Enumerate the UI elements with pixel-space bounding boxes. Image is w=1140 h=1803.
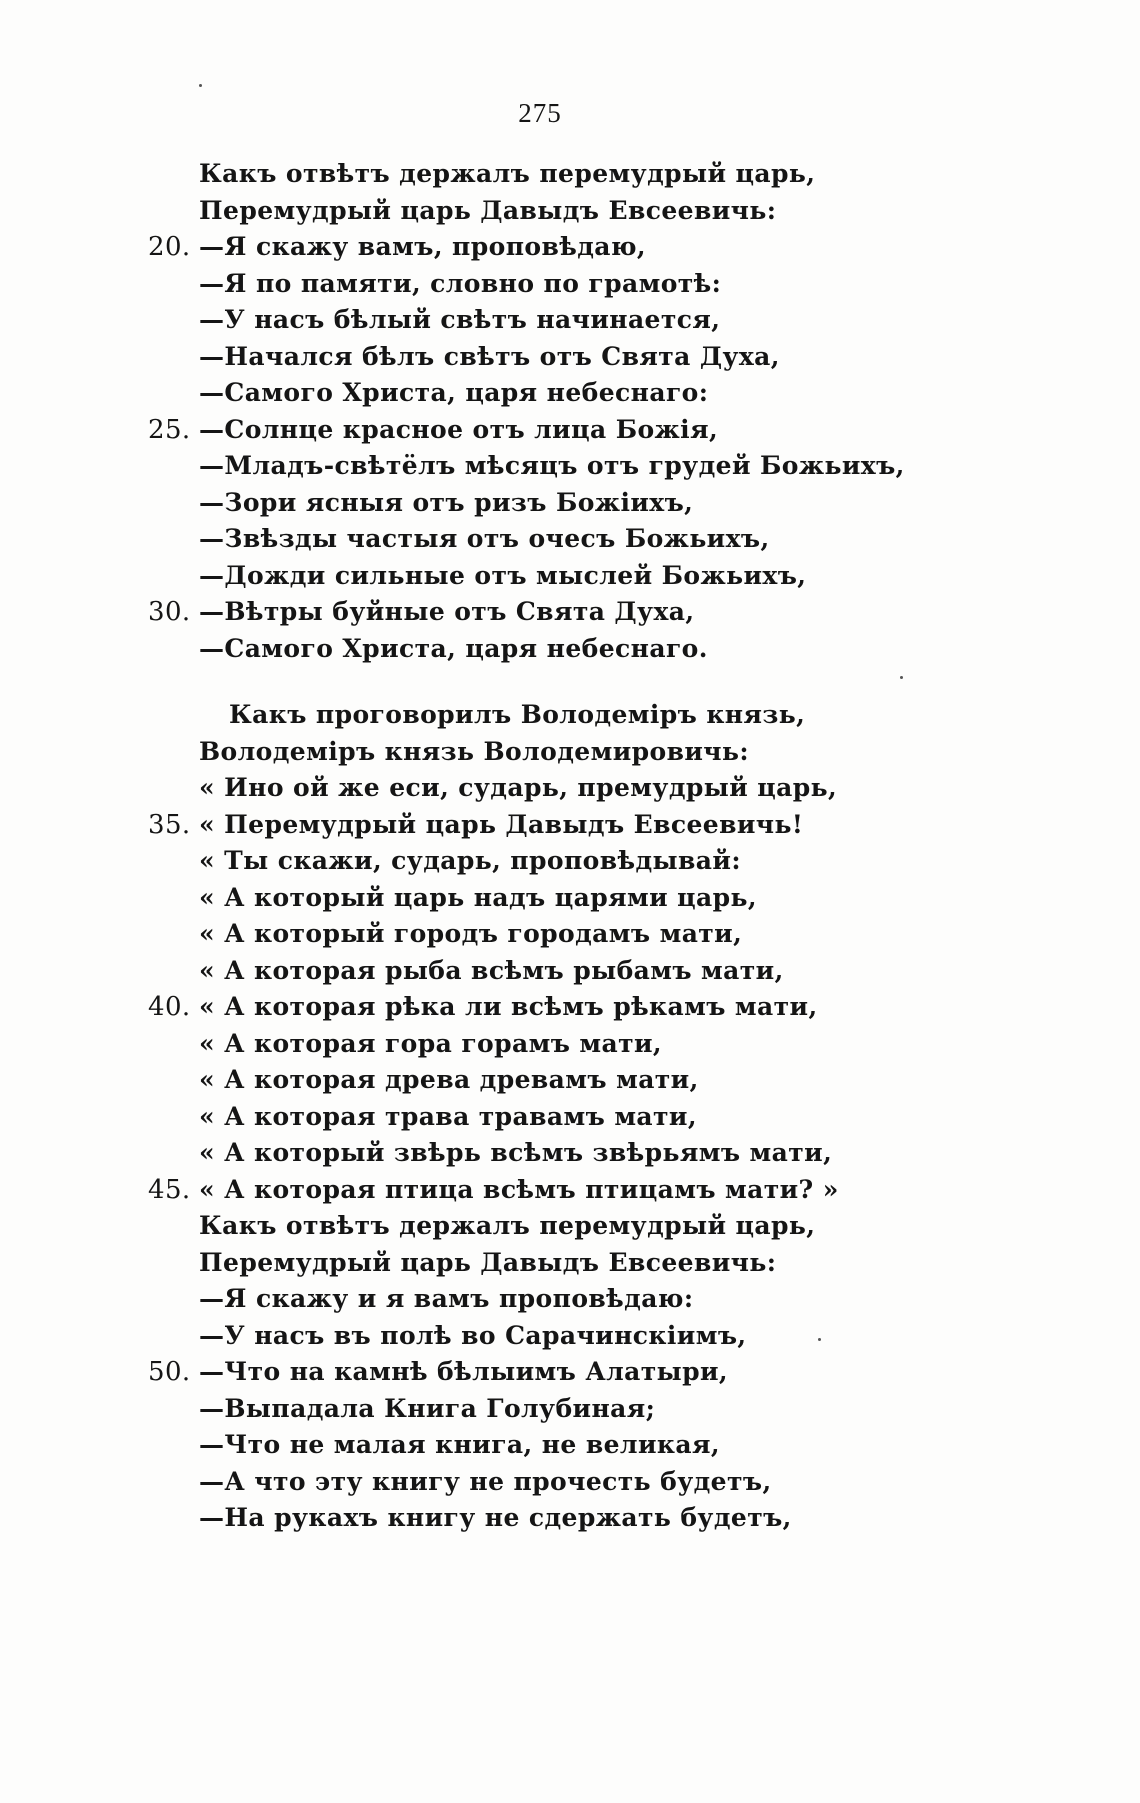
verse-text: —Младъ-свѣтёлъ мѣсяцъ отъ грудей Божьихъ, [199, 451, 905, 480]
page-number: 275 [518, 98, 562, 128]
verse-text: « А который царь надъ царями царь, [199, 882, 757, 912]
verse-text: —На рукахъ книгу не сдержать будетъ, [199, 1503, 792, 1532]
verse-text: —Я по памяти, словно по грамотѣ: [199, 268, 722, 298]
verse-text: Какъ отвѣтъ держалъ перемудрый царь, [199, 159, 816, 188]
line-number: 25. [148, 414, 191, 445]
verse-text: —Звѣзды частыя отъ очесъ Божьихъ, [199, 524, 770, 553]
verse-text: « А которая гора горамъ мати, [199, 1028, 663, 1058]
verse-text: —Зори ясныя отъ ризъ Божіихъ, [199, 487, 694, 517]
verse-text: « Ино ой же еси, сударь, премудрый царь, [199, 773, 838, 802]
verse-text: « Перемудрый царь Давыдъ Евсеевичь! [199, 809, 804, 839]
verse-text: —Я скажу вамъ, проповѣдаю, [199, 232, 647, 261]
verse-text: —Что на камнѣ бѣлыимъ Алатыри, [199, 1357, 728, 1386]
print-speck [199, 84, 202, 87]
line-number: 35. [148, 809, 191, 840]
verse-text: —Что не малая книга, не великая, [199, 1430, 720, 1459]
verse-text: « А которая древа древамъ мати, [199, 1065, 699, 1094]
print-speck [818, 1338, 821, 1341]
line-number: 30. [148, 597, 191, 627]
verse-text: —Самого Христа, царя небеснаго: [199, 378, 709, 407]
verse-text: Володеміръ князь Володемировичь: [199, 736, 749, 766]
verse-text: —Самого Христа, царя небеснаго. [199, 633, 708, 663]
verse-text: Перемудрый царь Давыдъ Евсеевичь: [199, 195, 777, 225]
line-number: 40. [148, 992, 191, 1022]
verse-text: « А которая птица всѣмъ птицамъ мати? » [199, 1174, 839, 1204]
verse-text: Какъ проговорилъ Володеміръ князь, [229, 700, 806, 729]
verse-text: —Начался бѣлъ свѣтъ отъ Свята Духа, [199, 341, 780, 371]
verse-text: —Я скажу и я вамъ проповѣдаю: [199, 1284, 694, 1313]
verse-text: —Выпадала Книга Голубиная; [199, 1393, 656, 1423]
line-number: 45. [148, 1174, 191, 1205]
verse-text: Перемудрый царь Давыдъ Евсеевичь: [199, 1247, 777, 1277]
verse-text: « Ты скажи, сударь, проповѣдывай: [199, 846, 741, 875]
verse-text: Какъ отвѣтъ держалъ перемудрый царь, [199, 1211, 816, 1240]
print-speck [900, 676, 903, 679]
line-number: 50. [148, 1357, 191, 1387]
line-number: 20. [148, 232, 191, 262]
verse-text: —Вѣтры буйные отъ Свята Духа, [199, 597, 695, 626]
verse-text: —Солнце красное отъ лица Божія, [199, 414, 719, 444]
verse-text: « А которая трава травамъ мати, [199, 1101, 697, 1131]
verse-text: « А которая рѣка ли всѣмъ рѣкамъ мати, [199, 992, 818, 1021]
verse-text: —У насъ въ полѣ во Сарачинскіимъ, [199, 1320, 747, 1350]
verse-text: —Дожди сильные отъ мыслей Божьихъ, [199, 560, 807, 590]
verse-text: —А что эту книгу не прочесть будетъ, [199, 1466, 772, 1496]
verse-text: —У насъ бѣлый свѣтъ начинается, [199, 305, 721, 334]
verse-text: « А который городъ городамъ мати, [199, 919, 743, 948]
verse-text: « А которая рыба всѣмъ рыбамъ мати, [199, 955, 784, 985]
verse-text: « А который звѣрь всѣмъ звѣрьямъ мати, [199, 1138, 833, 1167]
